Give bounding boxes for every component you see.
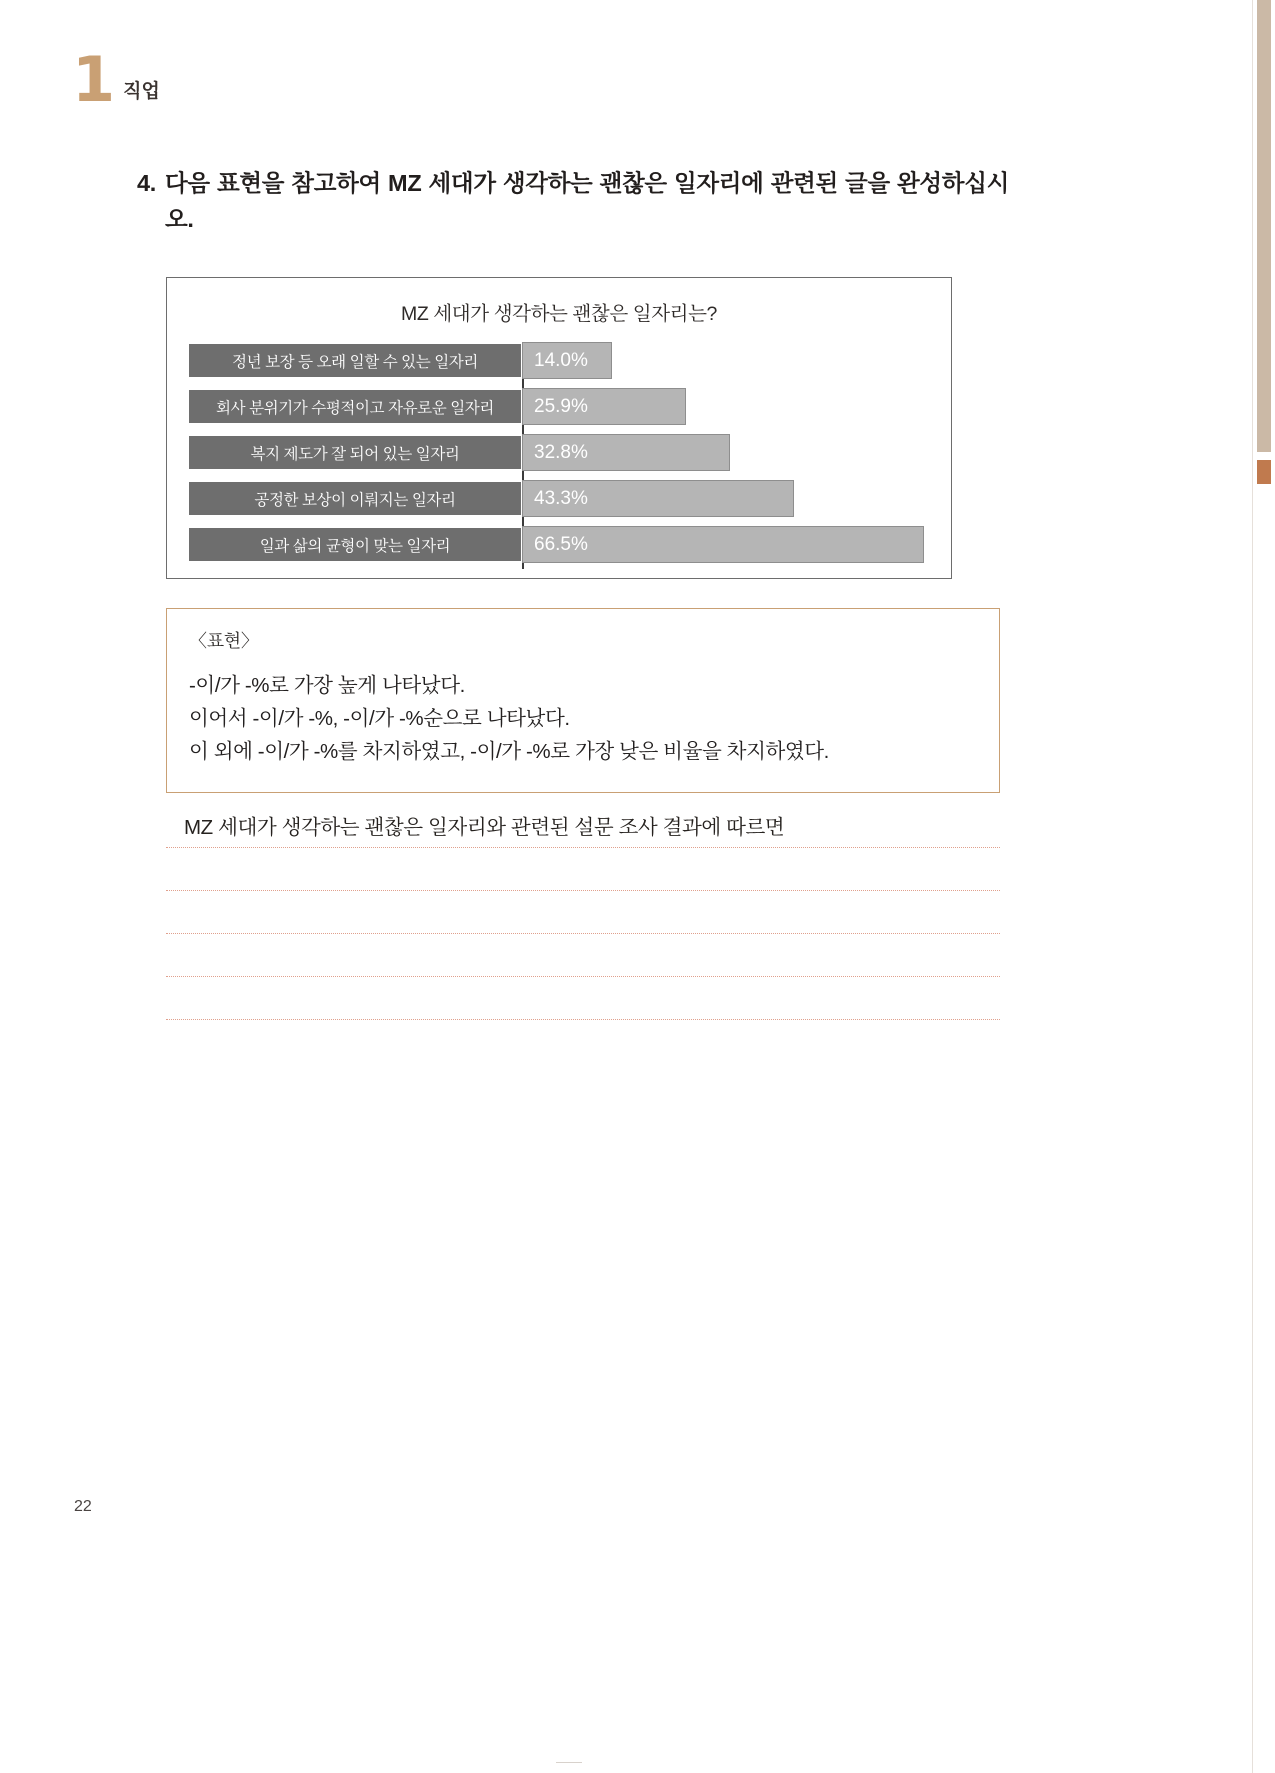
- chart-bar-row: [167, 434, 951, 471]
- chart-bar-wrapper: [521, 388, 951, 425]
- side-tab-accent-marker: [1257, 460, 1271, 484]
- chart-bar-row: [167, 526, 951, 563]
- chart-bar-value: 66.5%: [534, 534, 588, 555]
- chart-title: MZ 세대가 생각하는 괜찮은 일자리는?: [401, 303, 717, 325]
- chart-bar-wrapper: [521, 342, 951, 379]
- chart-rows: [167, 342, 951, 563]
- chart-bar-value: 14.0%: [534, 350, 588, 371]
- writing-line-1[interactable]: [166, 805, 1000, 848]
- writing-line-3[interactable]: [166, 891, 1000, 934]
- chart-bar-value: 32.8%: [534, 442, 588, 463]
- chart-container: [166, 277, 952, 579]
- side-tab-marker: [1257, 0, 1271, 452]
- writing-prompt-text: MZ 세대가 생각하는 괜찮은 일자리와 관련된 설문 조사 결과에 따르면: [184, 816, 785, 839]
- page-number: 22: [74, 1498, 92, 1515]
- expression-heading: 〈표현〉: [189, 631, 259, 651]
- page-edge-divider: [1253, 0, 1255, 1773]
- writing-line-2[interactable]: [166, 848, 1000, 891]
- expression-line: 이 외에 -이/가 -%를 차지하였고, -이/가 -%로 가장 낮은 비율을 차지하였다.: [189, 740, 829, 764]
- question-number: 4.: [137, 170, 156, 196]
- chart-bar-row: [167, 342, 951, 379]
- chapter-header: [72, 43, 160, 116]
- chart-category-label: 일과 삶의 균형이 맞는 일자리: [189, 528, 521, 561]
- chart-category-label: 회사 분위기가 수평적이고 자유로운 일자리: [189, 390, 521, 423]
- writing-line-5[interactable]: [166, 977, 1000, 1020]
- chart-bar-row: [167, 480, 951, 517]
- question-text: 다음 표현을 참고하여 MZ 세대가 생각하는 괜찮은 일자리에 관련된 글을 완성하십시오.: [165, 170, 1009, 233]
- expression-box: [166, 608, 1000, 793]
- chart-category-label: 공정한 보상이 이뤄지는 일자리: [189, 482, 521, 515]
- chapter-number: 1: [72, 43, 114, 116]
- chart-bar-wrapper: [521, 480, 951, 517]
- page-bottom-mark: [556, 1762, 582, 1763]
- chart-bar-wrapper: [521, 434, 951, 471]
- question-block: [137, 165, 1009, 238]
- chart-bar-wrapper: [521, 526, 951, 563]
- chart-bar-row: [167, 388, 951, 425]
- chart-category-label: 복지 제도가 잘 되어 있는 일자리: [189, 436, 521, 469]
- chapter-title: 직업: [123, 80, 160, 102]
- writing-area[interactable]: [166, 805, 1000, 1020]
- expression-line: 이어서 -이/가 -%, -이/가 -%순으로 나타났다.: [189, 707, 570, 731]
- chart-bar-value: 25.9%: [534, 396, 588, 417]
- chart-bar-value: 43.3%: [534, 488, 588, 509]
- writing-line-4[interactable]: [166, 934, 1000, 977]
- expression-line: -이/가 -%로 가장 높게 나타났다.: [189, 674, 465, 697]
- chart-category-label: 정년 보장 등 오래 일할 수 있는 일자리: [189, 344, 521, 377]
